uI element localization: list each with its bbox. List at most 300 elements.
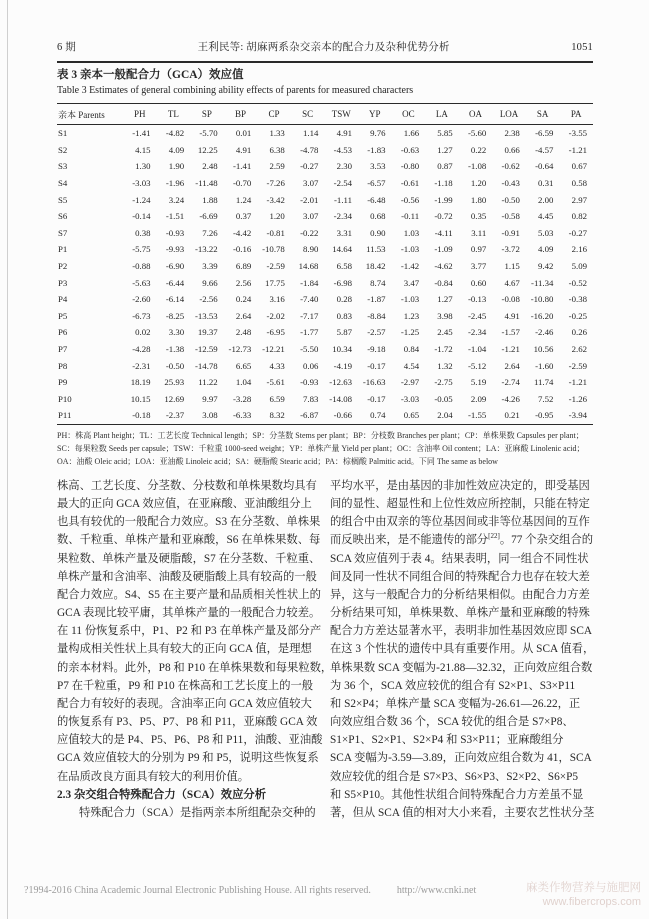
value-cell: 3.98 xyxy=(437,310,453,321)
page-footer xyxy=(24,885,584,896)
value-cell: -1.24 xyxy=(132,194,151,205)
value-cell: -0.43 xyxy=(501,178,520,189)
value-cell: -1.21 xyxy=(568,144,587,155)
value-cell: -2.31 xyxy=(132,360,151,371)
value-cell: -9.18 xyxy=(367,344,386,355)
value-cell: -4.42 xyxy=(232,227,252,238)
table-row xyxy=(57,158,593,175)
text-line: 在品质改良方面具有较大的利用价值。 xyxy=(57,770,250,783)
value-cell: -5.50 xyxy=(300,344,319,355)
value-cell: -2.75 xyxy=(434,377,453,388)
text-line: 应值较大的是 P4、P5、P6、P8 和 P11，油酸、亚油酸 xyxy=(57,734,323,747)
value-cell: -13.53 xyxy=(194,310,218,321)
value-cell: -12.59 xyxy=(194,344,218,355)
value-cell: -5.70 xyxy=(199,128,218,139)
column-header: PH xyxy=(134,109,146,119)
parent-cell: P7 xyxy=(58,344,68,355)
value-cell: -16.20 xyxy=(530,310,554,321)
value-cell: 5.87 xyxy=(336,327,352,338)
column-header: SC xyxy=(302,109,314,119)
parent-cell: P8 xyxy=(58,360,68,371)
value-cell: 0.22 xyxy=(470,144,487,155)
value-cell: -1.25 xyxy=(400,327,420,338)
value-cell: -14.78 xyxy=(194,360,218,371)
value-cell: -4.57 xyxy=(535,144,554,155)
value-cell: -12.63 xyxy=(329,377,352,388)
column-header: LA xyxy=(435,109,448,119)
text-line: 配合力有较好的表现。含油率正向 GCA 效应值较大 xyxy=(57,697,312,710)
value-cell: -0.22 xyxy=(300,227,319,238)
value-cell: 14.68 xyxy=(298,261,319,272)
value-cell: -0.88 xyxy=(132,261,151,272)
value-cell: 0.67 xyxy=(571,161,587,172)
table-row xyxy=(57,374,593,391)
value-cell: 0.31 xyxy=(538,178,554,189)
value-cell: -6.87 xyxy=(300,410,319,421)
value-cell: -0.50 xyxy=(501,194,520,205)
value-cell: -6.73 xyxy=(132,310,151,321)
table-caption-en: Table 3 Estimates of general combining ability effects of parents for measured characters xyxy=(57,85,414,96)
value-cell: 8.90 xyxy=(303,244,319,255)
text-line: 单株果数 SCA 变幅为-21.88—32.32，正向效应组合数 xyxy=(330,661,593,674)
value-cell: 1.14 xyxy=(303,128,319,139)
value-cell: 5.09 xyxy=(571,261,587,272)
value-cell: 9.76 xyxy=(370,128,386,139)
column-header: PA xyxy=(570,109,582,119)
text-line: 和 S2×P4；单株产量 SCA 变幅为-26.61—26.22，正 xyxy=(330,697,581,710)
value-cell: 8.32 xyxy=(269,410,285,421)
value-cell: 1.20 xyxy=(470,178,487,189)
value-cell: 4.54 xyxy=(403,360,420,371)
value-cell: -11.48 xyxy=(195,178,218,189)
value-cell: 0.84 xyxy=(403,344,420,355)
value-cell: -3.72 xyxy=(501,244,520,255)
value-cell: 2.48 xyxy=(202,161,218,172)
value-cell: 0.06 xyxy=(303,360,319,371)
value-cell: 6.89 xyxy=(235,261,252,272)
value-cell: 1.33 xyxy=(269,128,285,139)
value-cell: 0.37 xyxy=(235,211,252,222)
value-cell: -9.93 xyxy=(165,244,185,255)
column-header: LOA xyxy=(499,109,519,119)
text-line: GCA 表现比较平庸，其单株产量的一般配合力较差。 xyxy=(57,607,321,620)
value-cell: -6.57 xyxy=(367,178,386,189)
value-cell: 4.45 xyxy=(538,211,554,222)
value-cell: -0.25 xyxy=(568,310,587,321)
text-line: 分析结果可知，单株果数、单株产量和亚麻酸的特殊 xyxy=(330,607,590,620)
value-cell: -3.03 xyxy=(132,178,151,189)
value-cell: -4.78 xyxy=(300,144,319,155)
table-row xyxy=(57,258,593,275)
table-caption-zh: 表 3 亲本一般配合力（GCA）效应值 xyxy=(57,69,244,81)
value-cell: 2.09 xyxy=(470,393,487,404)
body-right-column xyxy=(330,477,597,822)
text-line: 向效应组合数 36 个，SCA 较优的组合是 S7×P8、 xyxy=(330,716,574,729)
value-cell: -0.61 xyxy=(400,178,420,189)
value-cell: 2.16 xyxy=(571,244,587,255)
value-cell: -0.13 xyxy=(467,294,487,305)
value-cell: -1.87 xyxy=(367,294,386,305)
value-cell: -13.22 xyxy=(194,244,218,255)
value-cell: -1.04 xyxy=(467,344,487,355)
value-cell: 3.53 xyxy=(370,161,386,172)
issue-label: 6 期 xyxy=(57,42,76,53)
value-cell: -1.60 xyxy=(535,360,554,371)
value-cell: -2.57 xyxy=(367,327,386,338)
value-cell: 3.30 xyxy=(168,327,185,338)
parent-cell: P2 xyxy=(58,261,68,272)
value-cell: -8.25 xyxy=(165,310,185,321)
value-cell: 0.01 xyxy=(235,128,252,139)
value-cell: -0.95 xyxy=(535,410,554,421)
value-cell: 9.66 xyxy=(202,277,218,288)
column-header: BP xyxy=(234,109,246,119)
value-cell: -0.63 xyxy=(400,144,420,155)
value-cell: -0.17 xyxy=(367,360,386,371)
value-cell: 0.65 xyxy=(403,410,420,421)
value-cell: -4.11 xyxy=(434,227,453,238)
value-cell: 1.32 xyxy=(437,360,453,371)
value-cell: -4.53 xyxy=(333,144,352,155)
value-cell: 8.74 xyxy=(370,277,386,288)
value-cell: 18.42 xyxy=(365,261,386,272)
page-number: 1051 xyxy=(571,42,593,53)
value-cell: -1.84 xyxy=(300,277,319,288)
value-cell: 0.38 xyxy=(135,227,151,238)
table-body xyxy=(57,125,593,424)
parent-cell: S1 xyxy=(58,128,68,139)
table-row xyxy=(57,391,593,408)
table-header-row xyxy=(57,104,593,125)
value-cell: -3.03 xyxy=(400,393,420,404)
value-cell: 0.58 xyxy=(571,178,587,189)
value-cell: -2.54 xyxy=(333,178,352,189)
value-cell: 0.90 xyxy=(370,227,386,238)
text-line: 的恢复系有 P3、P5、P7、P8 和 P11，亚麻酸 GCA 效 xyxy=(57,716,318,729)
value-cell: -2.56 xyxy=(199,294,218,305)
text-line: 单株产量和含油率、油酸及硬脂酸上具有较高的一般 xyxy=(57,570,317,583)
value-cell: -11.34 xyxy=(531,277,554,288)
watermark-site-name: 麻类作物营养与施肥网 xyxy=(526,882,641,894)
value-cell: -5.12 xyxy=(467,360,487,371)
value-cell: -0.18 xyxy=(132,410,151,421)
value-cell: -0.50 xyxy=(165,360,185,371)
value-cell: -0.72 xyxy=(434,211,453,222)
text-line: 果粒数、单株产量及硬脂酸，S7 在分茎数、千粒重、 xyxy=(57,552,321,565)
value-cell: -0.27 xyxy=(568,227,587,238)
table-row xyxy=(57,175,593,192)
value-cell: 0.97 xyxy=(470,244,487,255)
footnote-line: SC：每果粒数 Seeds per capsule；TSW：千粒重 1000-seed weight；YP：单株产量 Yield per plant；OC：含油率 Oil content；LA：亚麻酸 Linolenic acid； xyxy=(57,444,585,454)
value-cell: -0.58 xyxy=(501,211,520,222)
value-cell: 3.47 xyxy=(403,277,420,288)
value-cell: -5.63 xyxy=(132,277,151,288)
table-row xyxy=(57,308,593,325)
value-cell: 4.91 xyxy=(504,310,520,321)
value-cell: 1.23 xyxy=(403,310,420,321)
column-header: TSW xyxy=(331,109,351,119)
value-cell: -14.08 xyxy=(329,393,352,404)
value-cell: -1.72 xyxy=(434,344,453,355)
text-line: 配合力方差达显著水平，表明非加性基因效应即 SCA xyxy=(330,625,593,638)
parent-cell: S2 xyxy=(58,144,68,155)
parent-cell: S6 xyxy=(58,211,68,222)
page-edge-line xyxy=(7,0,8,919)
value-cell: 6.58 xyxy=(336,261,352,272)
value-cell: 0.83 xyxy=(336,310,352,321)
value-cell: 9.97 xyxy=(202,393,218,404)
value-cell: 11.74 xyxy=(533,377,554,388)
value-cell: -0.93 xyxy=(165,227,185,238)
value-cell: 1.03 xyxy=(403,227,420,238)
parent-cell: P9 xyxy=(58,377,68,388)
value-cell: -2.74 xyxy=(501,377,520,388)
text-line: 和 S5×P10。其他性状组合间特殊配合力方差虽不显 xyxy=(330,788,584,801)
value-cell: 0.74 xyxy=(370,410,386,421)
text-line: 在 11 份恢复系中，P1、P2 和 P3 在单株产量及部分产 xyxy=(57,625,322,638)
value-cell: -2.97 xyxy=(400,377,420,388)
value-cell: 7.26 xyxy=(202,227,218,238)
value-cell: -0.16 xyxy=(232,244,252,255)
value-cell: -7.40 xyxy=(300,294,319,305)
value-cell: -2.59 xyxy=(568,360,587,371)
value-cell: 1.90 xyxy=(168,161,185,172)
column-header: CP xyxy=(268,109,280,119)
value-cell: 2.30 xyxy=(336,161,352,172)
value-cell: 6.59 xyxy=(269,393,285,404)
value-cell: -1.08 xyxy=(467,161,487,172)
value-cell: -6.90 xyxy=(165,261,185,272)
value-cell: -2.46 xyxy=(535,327,554,338)
table-row xyxy=(57,208,593,225)
value-cell: -4.26 xyxy=(501,393,520,404)
value-cell: 4.91 xyxy=(235,144,252,155)
value-cell: -2.60 xyxy=(132,294,151,305)
column-header: SA xyxy=(536,109,549,119)
value-cell: 11.22 xyxy=(198,377,218,388)
text-line: SCA 变幅为-3.59—3.89，正向效应组合数为 41，SCA xyxy=(330,752,592,765)
value-cell: 2.56 xyxy=(235,277,252,288)
value-cell: -0.66 xyxy=(333,410,352,421)
value-cell: 11.53 xyxy=(366,244,386,255)
parent-cell: P10 xyxy=(58,393,72,404)
value-cell: 0.60 xyxy=(470,277,487,288)
value-cell: -1.21 xyxy=(501,344,520,355)
value-cell: -0.93 xyxy=(300,377,319,388)
value-cell: -6.14 xyxy=(165,294,185,305)
value-cell: -3.42 xyxy=(266,194,285,205)
value-cell: -3.94 xyxy=(568,410,587,421)
value-cell: -1.26 xyxy=(568,393,587,404)
value-cell: 1.04 xyxy=(235,377,252,388)
column-header: 亲本 Parents xyxy=(58,109,105,120)
value-cell: 0.87 xyxy=(437,161,453,172)
text-line: 而反映出来，是不能遗传的部分[22]。77 个杂交组合的 xyxy=(330,532,594,547)
value-cell: -0.56 xyxy=(400,194,420,205)
value-cell: -8.84 xyxy=(367,310,386,321)
value-cell: -1.11 xyxy=(334,194,352,205)
value-cell: 2.97 xyxy=(571,194,587,205)
value-cell: 0.82 xyxy=(571,211,587,222)
value-cell: -1.41 xyxy=(132,128,151,139)
footer-url: http://www.cnki.net xyxy=(396,885,477,896)
value-cell: 1.24 xyxy=(235,194,252,205)
value-cell: 1.80 xyxy=(470,194,487,205)
text-line: 也具有较优的一般配合力效应。S3 在分茎数、单株果 xyxy=(57,516,321,529)
value-cell: -1.09 xyxy=(434,244,453,255)
value-cell: 2.64 xyxy=(504,360,520,371)
watermark xyxy=(526,881,641,909)
body-left-column xyxy=(57,477,333,822)
value-cell: 17.75 xyxy=(265,277,285,288)
value-cell: 4.09 xyxy=(168,144,185,155)
value-cell: 1.27 xyxy=(437,294,453,305)
value-cell: -7.26 xyxy=(266,178,285,189)
value-cell: 3.07 xyxy=(303,211,319,222)
value-cell: -1.42 xyxy=(400,261,420,272)
value-cell: 1.27 xyxy=(437,144,453,155)
value-cell: -2.34 xyxy=(333,211,352,222)
value-cell: -0.80 xyxy=(400,161,420,172)
value-cell: -2.59 xyxy=(266,261,285,272)
value-cell: 3.24 xyxy=(168,194,185,205)
value-cell: -0.38 xyxy=(568,294,587,305)
value-cell: 4.33 xyxy=(269,360,285,371)
gca-table xyxy=(57,103,593,425)
value-cell: -5.61 xyxy=(266,377,285,388)
column-header: TL xyxy=(167,109,179,119)
text-line: 效应较优的组合是 S7×P3、S6×P3、S2×P2、S6×P5 xyxy=(330,770,579,783)
text-line: 特殊配合力（SCA）是指两亲本所组配杂交种的 xyxy=(79,806,316,819)
table-row xyxy=(57,407,593,424)
value-cell: -0.84 xyxy=(434,277,453,288)
table-row xyxy=(57,274,593,291)
value-cell: 0.26 xyxy=(571,327,587,338)
value-cell: -1.03 xyxy=(400,244,420,255)
value-cell: 10.34 xyxy=(332,344,352,355)
value-cell: 3.31 xyxy=(336,227,352,238)
value-cell: 1.15 xyxy=(504,261,520,272)
value-cell: -12.73 xyxy=(228,344,252,355)
value-cell: -0.52 xyxy=(568,277,587,288)
value-cell: 0.35 xyxy=(470,211,487,222)
value-cell: -4.19 xyxy=(333,360,352,371)
value-cell: 1.20 xyxy=(269,211,285,222)
value-cell: 1.30 xyxy=(135,161,151,172)
value-cell: 2.64 xyxy=(235,310,252,321)
value-cell: -7.17 xyxy=(300,310,319,321)
parent-cell: P6 xyxy=(58,327,68,338)
table-row xyxy=(57,225,593,242)
value-cell: 0.24 xyxy=(235,294,252,305)
value-cell: 12.25 xyxy=(197,144,218,155)
text-line: 异，这与一般配合力的分析结果相似。由配合力方差 xyxy=(330,588,590,601)
value-cell: -4.82 xyxy=(165,128,185,139)
table-row xyxy=(57,241,593,258)
value-cell: -1.99 xyxy=(434,194,453,205)
value-cell: -12.21 xyxy=(262,344,285,355)
value-cell: 7.83 xyxy=(303,393,319,404)
value-cell: 1.88 xyxy=(202,194,218,205)
value-cell: -1.03 xyxy=(400,294,420,305)
value-cell: 9.42 xyxy=(538,261,554,272)
parent-cell: S3 xyxy=(58,161,68,172)
value-cell: -6.33 xyxy=(232,410,252,421)
table-footnote xyxy=(57,429,595,469)
text-line: S1×P1、S2×P1、S2×P4 和 S3×P11；亚麻酸组分 xyxy=(330,734,564,747)
value-cell: 4.09 xyxy=(538,244,554,255)
table-row xyxy=(57,291,593,308)
value-cell: 6.38 xyxy=(269,144,285,155)
value-cell: 3.07 xyxy=(303,178,319,189)
text-line: 为 36 个，SCA 效应较优的组合有 S2×P1、S3×P11 xyxy=(330,679,576,692)
watermark-site-url: www.fibercrops.com xyxy=(542,896,641,908)
value-cell: 14.64 xyxy=(332,244,352,255)
value-cell: 0.68 xyxy=(370,211,386,222)
text-line: 著，但从 SCA 值的相对大小来看，主要农艺性状分茎 xyxy=(330,806,595,819)
text-line: GCA 效应值较大的分别为 P9 和 P5，说明这些恢复系 xyxy=(57,752,319,765)
value-cell: 5.85 xyxy=(437,128,453,139)
footer-copyright: ?1994-2016 China Academic Journal Electronic Publishing House. All rights reserved. xyxy=(24,885,371,896)
value-cell: 7.52 xyxy=(538,393,554,404)
value-cell: -3.28 xyxy=(232,393,252,404)
value-cell: -4.62 xyxy=(434,261,453,272)
value-cell: -6.98 xyxy=(333,277,352,288)
running-title: 王利民等: 胡麻两系杂交亲本的配合力及杂种优势分析 xyxy=(197,42,450,53)
value-cell: 1.66 xyxy=(403,128,420,139)
value-cell: 3.08 xyxy=(202,410,218,421)
value-cell: 6.65 xyxy=(235,360,252,371)
text-line: 株高、工艺长度、分茎数、分枝数和单株果数均具有 xyxy=(57,480,317,492)
value-cell: -0.11 xyxy=(401,211,420,222)
citation-ref: [22] xyxy=(488,532,500,541)
value-cell: -0.27 xyxy=(300,161,319,172)
value-cell: 2.59 xyxy=(269,161,285,172)
value-cell: 2.04 xyxy=(437,410,453,421)
table-row xyxy=(57,191,593,208)
value-cell: -0.62 xyxy=(501,161,520,172)
value-cell: 4.91 xyxy=(336,128,352,139)
value-cell: -2.01 xyxy=(300,194,319,205)
value-cell: 2.48 xyxy=(235,327,252,338)
value-cell: -1.51 xyxy=(165,211,185,222)
value-cell: 0.02 xyxy=(135,327,151,338)
parent-cell: P3 xyxy=(58,277,68,288)
value-cell: 12.69 xyxy=(164,393,185,404)
value-cell: -0.14 xyxy=(132,211,151,222)
text-line: 平均水平，是由基因的非加性效应决定的，即受基因 xyxy=(330,480,590,492)
footnote-line: OA：油酸 Oleic acid；LOA：亚油酸 Linoleic acid；SA：硬脂酸 Stearic acid；PA：棕榈酸 Palmitic acid。下同 The same as below xyxy=(57,457,498,467)
table-row xyxy=(57,142,593,159)
value-cell: -1.83 xyxy=(367,144,386,155)
value-cell: 4.67 xyxy=(504,277,520,288)
value-cell: 5.03 xyxy=(538,227,554,238)
value-cell: -0.70 xyxy=(232,178,252,189)
text-line: 间及同一性状不同组合间的特殊配合力也存在较大差 xyxy=(330,570,590,583)
value-cell: -6.44 xyxy=(165,277,185,288)
value-cell: 10.56 xyxy=(533,344,554,355)
value-cell: -3.55 xyxy=(568,128,587,139)
value-cell: 2.00 xyxy=(538,194,554,205)
parent-cell: P1 xyxy=(58,244,68,255)
value-cell: -10.78 xyxy=(262,244,285,255)
value-cell: -0.91 xyxy=(501,227,520,238)
value-cell: 19.37 xyxy=(197,327,218,338)
table-row xyxy=(57,357,593,374)
value-cell: 2.38 xyxy=(504,128,520,139)
section-heading: 2.3 杂交组合特殊配合力（SCA）效应分析 xyxy=(57,788,266,801)
value-cell: -6.69 xyxy=(199,211,218,222)
